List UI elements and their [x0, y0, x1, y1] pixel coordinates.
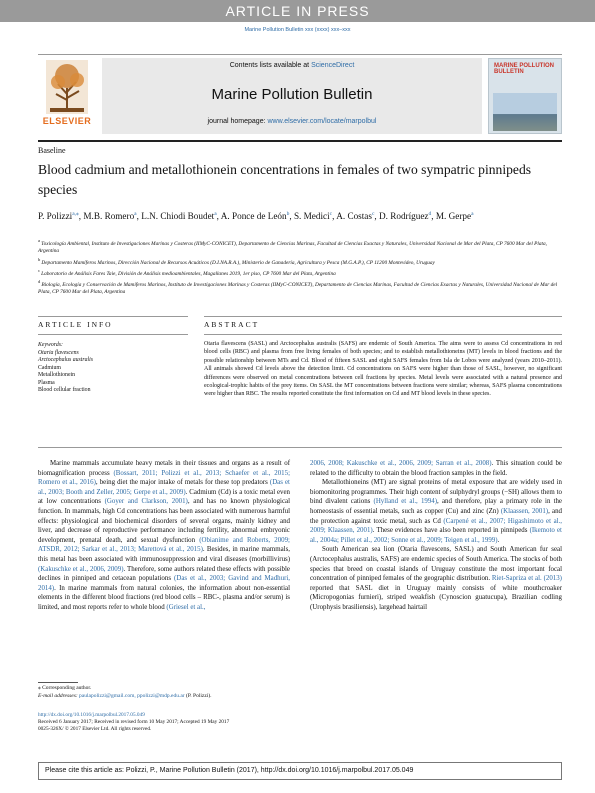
keyword: Metallothionein — [38, 372, 76, 378]
keyword: Blood cellular fraction — [38, 387, 91, 393]
author-list: P. Polizzi$^{a,⁎}$, M.B. Romero$^a$, L.N. Chiodi Boudet$^a$, A. Ponce de León$^b$, S. Medici$^c$, A. Costas$^c$, D. Rodríguez$^d$, M. Gerpe$^a$ — [38, 211, 474, 222]
footnote-rule — [38, 682, 78, 683]
article-info-rule-2 — [38, 334, 188, 335]
abstract-bottom-rule — [38, 447, 562, 448]
citation-link[interactable]: 2006, 2008; Kakuschke et al., 2006, 2009; Sarran et al., 2008) — [310, 460, 492, 467]
citation-link[interactable]: (Bossart, 2011; Polizzi et al., 2013; Schaefer et al., 2015; Romero et al., 2016) — [38, 469, 290, 487]
abstract-heading: ABSTRACT — [204, 320, 260, 329]
journal-citation-line[interactable]: Marine Pollution Bulletin xxx (xxxx) xxx–xxx — [244, 27, 351, 33]
body-paragraph: 2006, 2008; Kakuschke et al., 2006, 2009; Sarran et al., 2008). This situation could be related to the difficulty to obtain the blood fraction samples in the field. — [310, 460, 562, 477]
affiliation: $^b$ Departamento Mamíferos Marinos, Dirección Nacional de Recursos Acuáticos (D.I.NA.R.A.), Ministerio de Ganadería, Agricultura y Pesca (M.G.A.P.), CP 11200 Montevideo, Uruguay — [38, 256, 435, 266]
footnotes — [38, 685, 338, 700]
body-paragraph: Metallothioneins (MT) are signal proteins of metal exposure that are widely used in biomonitoring programmes. Their high content of sulphydryl groups (−SH) allows them to bind divalent cations (Hylland et al., 1994), and therefore, play a primary role in the homeostasis of essential metals, such as copper (Cu) and zinc (Zn) (Klaassen, 2001), and the protection against toxic metal, such as Cd (Carpené et al., 2007; Higashimoto et al., 2009; Klaassen, 2001). These evidences have also been reported in pinnipeds (Ikemoto et al., 2004a; Pillet et al., 2002; Sonne et al., 2009; Teigen et al., 1999). — [310, 479, 562, 544]
author-affiliation-marker[interactable]: d — [428, 211, 432, 217]
abstract-rule-2 — [204, 334, 562, 335]
doi-link[interactable]: http://dx.doi.org/10.1016/j.marpolbul.2017.05.049 — [38, 712, 145, 718]
abstract-rule — [204, 316, 562, 317]
cover-photo — [493, 93, 557, 131]
elsevier-logo — [38, 60, 96, 132]
email-link[interactable]: paulapolizzi@gmail.com, ppolizzi@mdp.edu.ar — [79, 692, 185, 699]
body-paragraph: Marine mammals accumulate heavy metals in their tissues and organs as a result of biomagnification process (Bossart, 2011; Polizzi et al., 2013; Schaefer et al., 2015; Romero et al., 2016), being diet the major intake of metals for these top predators (Das et al., 2003; Booth and Zeller, 2005; Gerpe et al., 2009). Cadmium (Cd) is a toxic metal even at low concentrations (Goyer and Clarkson, 2001), and has no known physiological function. In mammals, high Cd concentrations has been associated with numerous harmful effects: physiological and biochemical disorders of several organs, mainly kidney and liver, and decrease of reproductive performance including fertility, abnormal embryonic development, prenatal death, and sexual dysfunction (Obianime and Roberts, 2009; ATSDR, 2012; Sarkar et al., 2013; Marettová et al., 2015). Besides, in marine mammals, this metal has been associated with immunosuppression and viral diseases (morbillivirus) (Kakuschke et al., 2006, 2009). Therefore, some authors related these effects with possible declines in pinniped and cetacean populations (Das et al., 2003; Gavind and Madhuri, 2014). In marine mammals from natural colonies, the information about non-essential elements in the different blood fractions (red blood cells – RBC-, plasma and/or serum) is limited, and most reports refer to whole blood (Griesel et al., — [38, 460, 290, 611]
elsevier-tree-icon — [46, 60, 88, 114]
citation-link[interactable]: (Hylland et al., 1994) — [373, 498, 438, 506]
keywords-title: Keywords: — [38, 342, 63, 348]
keyword: Plasma — [38, 379, 55, 386]
author-name[interactable]: A. Ponce de León — [220, 211, 287, 222]
sciencedirect-link[interactable]: ScienceDirect — [311, 62, 355, 69]
citation-link[interactable]: (Griesel et al., — [166, 603, 206, 611]
contents-prefix: Contents lists available at — [229, 62, 310, 69]
header-top-rule — [38, 54, 562, 55]
author-name[interactable]: P. Polizzi — [38, 211, 73, 222]
author-name[interactable]: L.N. Chiodi Boudet — [141, 211, 215, 222]
citation-box: Please cite this article as: Polizzi, P., Marine Pollution Bulletin (2017), http://dx.doi.org/10.1016/j.marpolbul.2017.05.049 — [38, 762, 562, 780]
email-note: E-mail addresses: paulapolizzi@gmail.com, ppolizzi@mdp.edu.ar (P. Polizzi). — [38, 692, 212, 699]
publisher-name: ELSEVIER — [42, 116, 92, 126]
citation-link[interactable]: Riet-Sapriza et al. (2013) — [491, 575, 562, 583]
author-affiliation-marker[interactable]: c — [371, 211, 375, 217]
journal-cover-image — [488, 58, 562, 134]
abstract-text: Otaria flavescens (SASL) and Arctocephalus australis (SAFS) are endemic of South America. The aims were to assess Cd concentrations in red blood cells (RBC) and plasma from free living females of both species; and to establish metallothioneins (MT) levels in blood fractions and the possible relationship between MTs and Cd. Blood of fifteen SASL and eight SAFS females from Isla de Lobos were analyzed (years 2010–2011). All animals showed Cd levels above the detection limit. Cd concentrations on SAFS were higher than those of SASL, however, no significant differences were observed on metal concentrations between cell fractions by species. Metal levels were associated with a natural presence and ecological-trophic habits of the prey items. On SASL the MT concentrations between fractions were similar; whereas, SAFS plasma concentrations were higher than RBC. The results reported constitute the first information on Cd and MT blood levels in these species. — [204, 341, 562, 398]
citation-link[interactable]: (Goyer and Clarkson, 2001) — [104, 498, 188, 506]
article-info-rule — [38, 316, 188, 317]
issn-copyright: 0025-326X/ © 2017 Elsevier Ltd. All rights reserved. — [38, 726, 152, 732]
affiliation: $^c$ Laboratorio de Análisis Fares Taie, División de Análisis medioambientales, Magallanes 2019, 1er piso, CP 7600 Mar del Plata, Argentina — [38, 267, 336, 277]
author-name[interactable]: M.B. Romero — [83, 211, 135, 222]
citation-link[interactable]: (Das et al., 2003; Booth and Zeller, 2005; Gerpe et al., 2009) — [38, 479, 290, 496]
article-info-heading: ARTICLE INFO — [38, 320, 113, 329]
body-column-right — [310, 459, 562, 613]
article-title: Blood cadmium and metallothionein concentrations in females of two sympatric pinnipeds species — [38, 162, 532, 197]
author-name[interactable]: D. Rodríguez — [379, 211, 429, 222]
author-affiliation-marker[interactable]: c — [329, 211, 333, 217]
author-affiliation-marker[interactable]: a — [471, 211, 474, 217]
homepage-link[interactable]: www.elsevier.com/locate/marpolbul — [267, 118, 377, 125]
affiliation-list — [38, 237, 562, 297]
citation-link[interactable]: (Das et al., 2003; Gavind and Madhuri, 2014) — [38, 575, 290, 592]
article-section-label: Baseline — [38, 146, 66, 155]
citation-link[interactable]: (Kakuschke et al., 2006, 2009) — [38, 565, 124, 573]
homepage-prefix: journal homepage: — [207, 118, 266, 125]
citation-link[interactable]: (Obianime and Roberts, 2009; ATSDR, 2012; Sarkar et al., 2013; Marettová et al., 2015) — [38, 536, 290, 554]
corresponding-author-note: ⁎ Corresponding author. — [38, 685, 92, 691]
journal-title: Marine Pollution Bulletin — [211, 86, 373, 103]
header-bottom-rule — [38, 140, 562, 142]
author-name[interactable]: S. Medici — [293, 211, 330, 222]
keyword: Otaria flavescens — [38, 349, 79, 356]
author-affiliation-marker[interactable]: a — [214, 211, 217, 217]
affiliation: $^a$ Toxicología Ambiental, Instituto de Investigaciones Marinas y Costeras (IIMyC-CONICET), Departamento de Ciencias Marinas, Facultad de Ciencias Exactas y Naturales, Universidad Nacional de Mar del Plata, CP 7600 Mar del Plata, Argentina — [38, 238, 547, 255]
citation-link[interactable]: (Klaassen, 2001) — [500, 507, 549, 515]
keywords-block — [38, 342, 178, 395]
publication-info — [38, 712, 338, 733]
journal-homepage-line — [102, 118, 482, 125]
citation-link[interactable]: (Ikemoto et al., 2004a; Pillet et al., 2002; Sonne et al., 2009; Teigen et al., 1999) — [310, 527, 562, 544]
body-column-left — [38, 459, 290, 613]
author-affiliation-marker[interactable]: a — [134, 211, 137, 217]
author-affiliation-marker[interactable]: a,⁎ — [72, 211, 79, 217]
author-name[interactable]: M. Gerpe — [435, 211, 472, 222]
contents-line — [102, 62, 482, 69]
article-in-press-banner: ARTICLE IN PRESS — [0, 0, 595, 22]
author-affiliation-marker[interactable]: b — [286, 211, 290, 217]
keyword: Arctocephalus australis — [38, 357, 94, 363]
body-paragraph: South American sea lion (Otaria flavescens, SASL) and South American fur seal (Arctocephalus australis, SAFS) are endemic species of South America. The stocks of both species that breed on coastal islands of Uruguay constitute the most important focal concentration of pinniped females of the geographic distribution. Riet-Sapriza et al. (2013) reported that SASL diet in Uruguay mainly consists of white mouthcroaker (Micropogonias furnieri), striped weakfish (Cynoscion guatucupa), Brazilian codling (Urophysis brasiliensis), largehead hairtail — [310, 546, 562, 611]
citation-link[interactable]: (Carpené et al., 2007; Higashimoto et al., 2009; Klaassen, 2001) — [310, 517, 562, 535]
author-name[interactable]: A. Costas — [336, 211, 372, 222]
affiliation: $^d$ Biología, Ecología y Conservación de Mamíferos Marinos, Instituto de Investigaciones Marinas y Costeras (IIMyC-CONICET), Departamento de Ciencias Marinas, Facultad de Ciencias Exactas y Naturales, Universidad Nacional de Mar del Plata, CP 7600 Mar del Plata, Argentina — [38, 278, 558, 296]
cover-title: MARINE POLLUTION BULLETIN — [494, 63, 554, 75]
received-dates: Received 6 January 2017; Received in revised form 10 May 2017; Accepted 19 May 2017 — [38, 719, 230, 725]
keyword: Cadmium — [38, 364, 61, 371]
